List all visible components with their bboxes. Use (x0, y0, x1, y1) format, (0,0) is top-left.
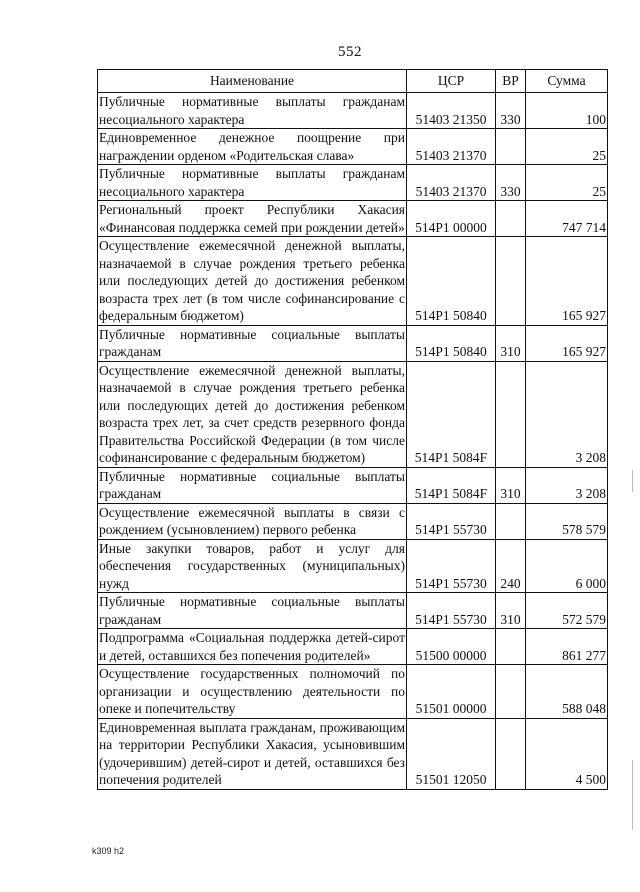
row-name: Осуществление ежемесячной денежной выплаты, назначаемой в случае рождения третьего ребенка или последующих детей до достижения ребенком возраста трех лет, за счет средств резервного фонда Правительства Российской Федерации (в том числе софинансирование с федеральным бюджетом) (99, 362, 405, 465)
table-row (98, 503, 608, 539)
row-name: Публичные нормативные социальные выплаты гражданам (99, 594, 405, 627)
row-sum: 572 579 (526, 593, 608, 629)
row-name: Публичные нормативные выплаты гражданам несоциального характера (99, 94, 405, 127)
row-vr (496, 201, 526, 237)
row-csr: 51500 00000 (407, 629, 496, 665)
row-name: Публичные нормативные выплаты гражданам несоциального характера (99, 166, 405, 199)
row-csr: 51501 12050 (407, 718, 496, 789)
row-sum: 25 (526, 129, 608, 165)
row-vr (496, 629, 526, 665)
row-vr: 240 (496, 539, 526, 593)
row-name: Иные закупки товаров, работ и услуг для обеспечения государственных (муниципальных) нужд (99, 540, 405, 591)
row-csr: 514P1 55730 (407, 593, 496, 629)
table-row (98, 467, 608, 503)
table-row (98, 629, 608, 665)
scan-edge-mark (632, 470, 633, 492)
table-row (98, 539, 608, 593)
row-name: Региональный проект Республики Хакасия «Финансовая поддержка семей при рождении детей» (99, 202, 405, 235)
table-row (98, 718, 608, 789)
row-csr: 514P1 00000 (407, 201, 496, 237)
row-vr: 310 (496, 325, 526, 361)
row-sum: 165 927 (526, 325, 608, 361)
column-header-name: Наименование (98, 70, 407, 93)
scan-edge-mark (632, 760, 633, 830)
row-name: Осуществление государственных полномочий по организации и осуществлению деятельности по опеке и попечительству (99, 666, 405, 716)
row-name: Единовременное денежное поощрение при награждении орденом «Родительская слава» (99, 130, 405, 163)
row-sum: 25 (526, 165, 608, 201)
row-sum: 6 000 (526, 539, 608, 593)
table-row (98, 93, 608, 129)
row-vr (496, 665, 526, 719)
table-row (98, 129, 608, 165)
table-row (98, 593, 608, 629)
budget-table (97, 69, 608, 790)
row-sum: 861 277 (526, 629, 608, 665)
page-number: 552 (338, 44, 362, 60)
row-sum: 3 208 (526, 467, 608, 503)
row-sum: 588 048 (526, 665, 608, 719)
row-name: Осуществление ежемесячной денежной выплаты, назначаемой в случае рождения третьего ребенка или последующих детей до достижения ребенком возраста трех лет (в том числе софинансирование с федеральным бюджетом) (99, 238, 405, 323)
table-row (98, 361, 608, 467)
row-sum: 165 927 (526, 237, 608, 326)
row-csr: 514P1 55730 (407, 503, 496, 539)
row-sum: 578 579 (526, 503, 608, 539)
row-sum: 4 500 (526, 718, 608, 789)
row-csr: 51501 00000 (407, 665, 496, 719)
row-vr (496, 361, 526, 467)
row-vr (496, 237, 526, 326)
row-csr: 514P1 55730 (407, 539, 496, 593)
column-header-vr: ВР (496, 70, 526, 93)
row-vr: 330 (496, 165, 526, 201)
footer-code: k309 h2 (92, 846, 125, 856)
row-vr: 310 (496, 593, 526, 629)
table-row (98, 201, 608, 237)
row-csr: 514P1 50840 (407, 325, 496, 361)
table-row (98, 237, 608, 326)
row-vr (496, 129, 526, 165)
row-name: Осуществление ежемесячной выплаты в связи с рождением (усыновлением) первого ребенка (99, 504, 405, 537)
row-sum: 3 208 (526, 361, 608, 467)
row-vr: 330 (496, 93, 526, 129)
row-csr: 514P1 5084F (407, 361, 496, 467)
row-name: Единовременная выплата гражданам, проживающим на территории Республики Хакасия, усыновившим (удочерившим) детей-сирот и детей, оставшихся без попечения родителей (99, 719, 405, 787)
row-name: Публичные нормативные социальные выплаты гражданам (99, 468, 405, 501)
row-csr: 51403 21350 (407, 93, 496, 129)
row-csr: 51403 21370 (407, 165, 496, 201)
row-name: Публичные нормативные социальные выплаты гражданам (99, 326, 405, 359)
column-header-sum: Сумма (526, 70, 608, 93)
row-csr: 514P1 5084F (407, 467, 496, 503)
column-header-csr: ЦСР (407, 70, 496, 93)
row-vr: 310 (496, 467, 526, 503)
row-csr: 51403 21370 (407, 129, 496, 165)
table-row (98, 665, 608, 719)
row-vr (496, 718, 526, 789)
table-header-row (98, 70, 608, 93)
row-vr (496, 503, 526, 539)
row-sum: 747 714 (526, 201, 608, 237)
row-sum: 100 (526, 93, 608, 129)
row-csr: 514P1 50840 (407, 237, 496, 326)
table-row (98, 325, 608, 361)
table-row (98, 165, 608, 201)
row-name: Подпрограмма «Социальная поддержка детей-сирот и детей, оставшихся без попечения родителей» (99, 630, 405, 663)
